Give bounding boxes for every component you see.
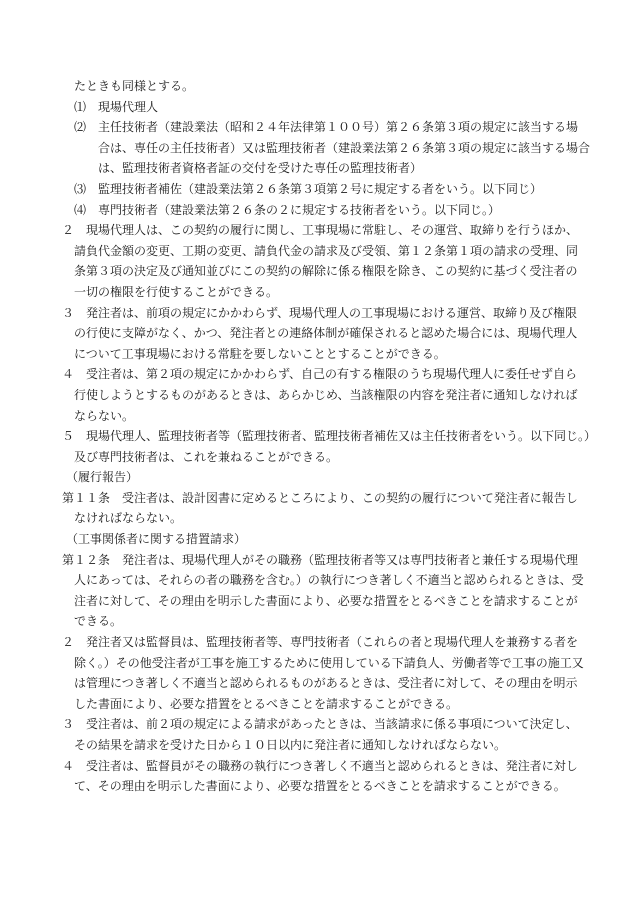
heading-article-11	[62, 467, 574, 488]
text-line: は、監理技術者資格者証の交付を受けた専任の監理技術者）	[74, 161, 423, 176]
text-line: の行使に支障がなく、かつ、発注者との連絡体制が確保されると認めた場合には、現場代理人	[62, 326, 578, 341]
para-2	[62, 220, 579, 302]
continuation-line	[62, 76, 574, 97]
text-line: （工事関係者に関する措置請求）	[66, 532, 247, 547]
text-line: 第１２条 発注者は、現場代理人がその職務（監理技術者等又は専門技術者と兼任する現場代理	[62, 552, 579, 567]
text-line: ⑷ 専門技術者（建設業法第２６条の２に規定する技術者をいう。以下同じ。）	[74, 202, 501, 217]
text-line: 請負代金額の変更、工期の変更、請負代金の請求及び受領、第１２条第１項の請求の受理、同	[62, 243, 579, 258]
text-line: 行使しようとするものがあるときは、あらかじめ、当該権限の内容を発注者に通知しなければ	[62, 387, 578, 402]
text-line: ４ 受注者は、第２項の規定にかかわらず、自己の有する権限のうち現場代理人に委任せず自ら	[62, 367, 578, 382]
text-line: 条第３項の決定及び通知並びにこの契約の解除に係る権限を除き、この契約に基づく受注者の	[62, 264, 578, 279]
text-line: について工事現場における常駐を要しないこととすることができる。	[62, 346, 446, 361]
text-line: ３ 受注者は、前２項の規定による請求があったときは、当該請求に係る事項について決定し、	[62, 717, 578, 732]
text-line: 注者に対して、その理由を明示した書面により、必要な措置をとるべきことを請求することが	[62, 593, 578, 608]
text-line: 人にあっては、それらの者の職務を含む。）の執行につき著しく不適当と認められるときは、受	[62, 573, 584, 588]
para-3	[62, 303, 578, 365]
heading-article-12	[62, 529, 574, 550]
para-5	[62, 426, 597, 467]
text-line: ２ 現場代理人は、この契約の履行に関し、工事現場に常駐し、その運営、取締りを行うほか、	[62, 223, 579, 238]
text-line: した書面により、必要な措置をとるべきことを請求することができる。	[62, 696, 459, 711]
text-line: ３ 発注者は、前項の規定にかかわらず、現場代理人の工事現場における運営、取締り及び権限	[62, 305, 578, 320]
item-4	[62, 200, 574, 221]
article-12-para-4	[62, 756, 578, 797]
item-2	[62, 117, 591, 179]
text-line: ⑶ 監理技術者補佐（建設業法第２６条第３項第２号に規定する者をいう。以下同じ）	[74, 181, 543, 196]
text-line: ⑵ 主任技術者（建設業法（昭和２４年法律第１００号）第２６条第３項の規定に該当する場	[74, 120, 579, 135]
text-line: 及び専門技術者は、これを兼ねることができる。	[62, 449, 339, 464]
text-line: なければならない。	[62, 511, 183, 526]
text-line: は管理につき著しく不適当と認められるものがあるときは、受注者に対して、その理由を明示	[62, 676, 578, 691]
para-4	[62, 364, 578, 426]
text-line: 第１１条 受注者は、設計図書に定めるところにより、この契約の履行について発注者に報告し	[62, 490, 578, 505]
text-line: 合は、専任の主任技術者）又は監理技術者（建設業法第２６条第３項の規定に該当する場合	[74, 140, 591, 155]
text-line: 除く。）その他受注者が工事を施工するために使用している下請負人、労働者等で工事の施工又	[62, 655, 584, 670]
item-1	[62, 97, 574, 118]
text-line: その結果を請求を受けた日から１０日以内に発注者に通知しなければならない。	[62, 738, 507, 752]
article-11	[62, 488, 578, 529]
text-line: ４ 受注者は、監督員がその職務の執行につき著しく不適当と認められるときは、発注者に対し	[62, 758, 578, 773]
text-line: ならない。	[62, 408, 135, 423]
text-line: ⑴ 現場代理人	[74, 99, 159, 114]
text-line: （履行報告）	[66, 470, 139, 485]
article-12-para-3	[62, 714, 578, 755]
text-line: ２ 発注者又は監督員は、監理技術者等、専門技術者（これらの者と現場代理人を兼務する者を	[62, 635, 579, 650]
text-line: たときも同様とする。	[74, 79, 195, 93]
item-3	[62, 179, 574, 200]
text-line: できる。	[62, 614, 123, 629]
text-line: て、その理由を明示した書面により、必要な措置をとるべきことを請求することができる。	[62, 779, 566, 794]
article-12-para-2	[62, 632, 584, 714]
text-line: 一切の権限を行使することができる。	[62, 284, 279, 299]
article-12	[62, 550, 584, 632]
text-line: ５ 現場代理人、監理技術者等（監理技術者、監理技術者補佐又は主任技術者をいう。以下同じ。）	[62, 429, 597, 444]
